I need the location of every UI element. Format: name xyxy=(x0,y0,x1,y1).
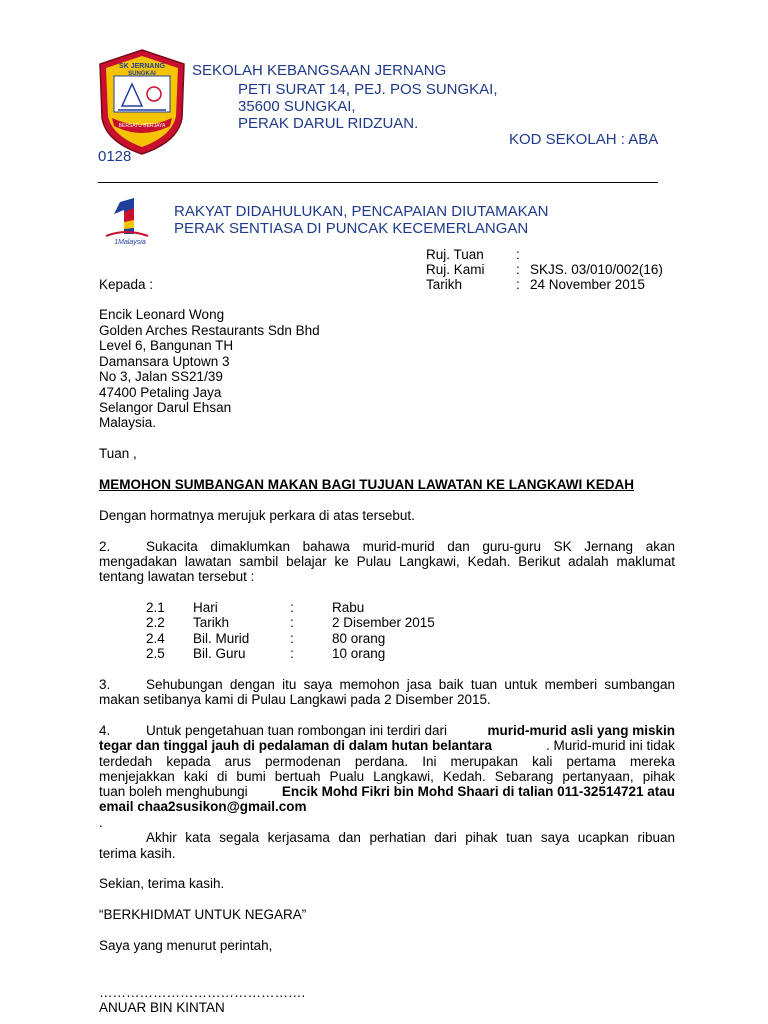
para4-line2-bold: tegar dan tinggal jauh di pedalaman di dalam hutan belantara xyxy=(99,738,493,753)
ref-colon-tarikh: : xyxy=(516,277,520,292)
detail-num: 2.1 xyxy=(146,600,165,615)
detail-label: Hari xyxy=(193,600,218,615)
detail-num: 2.2 xyxy=(146,615,165,630)
recipient-label: Kepada : xyxy=(99,277,154,292)
detail-colon: : xyxy=(290,646,294,661)
salutation: Tuan , xyxy=(99,446,137,461)
para4-line5-normal: tuan boleh menghubungi xyxy=(99,784,252,799)
recipient-line: 47400 Petaling Jaya xyxy=(99,385,222,400)
school-code-wrap: 0128 xyxy=(98,148,132,165)
detail-label: Bil. Murid xyxy=(193,631,250,646)
ref-value-ruj-kami: SKJS. 03/010/002(16) xyxy=(530,262,663,277)
para4-stray-dot: . xyxy=(99,815,103,830)
ref-label-ruj-tuan: Ruj. Tuan xyxy=(426,247,484,262)
para4-line2-normal: . Murid-murid ini tidak xyxy=(545,738,675,753)
closing-sign-off: Saya yang menurut perintah, xyxy=(99,938,273,953)
para4-contact-email: email chaa2susikon@gmail.com xyxy=(99,799,307,814)
para4-line-2 xyxy=(99,738,675,753)
detail-value: 10 orang xyxy=(332,646,386,661)
recipient-line: No 3, Jalan SS21/39 xyxy=(99,369,223,384)
detail-value: Rabu xyxy=(332,600,365,615)
slogan-line-1: RAKYAT DIDAHULUKAN, PENCAPAIAN DIUTAMAKAN xyxy=(174,203,549,220)
recipient-line: Level 6, Bangunan TH xyxy=(99,338,234,353)
closing-thanks: Sekian, terima kasih. xyxy=(99,876,225,891)
signatory-name: ANUAR BIN KINTAN xyxy=(99,1000,225,1015)
para4-line1-normal: Untuk pengetahuan tuan rombongan ini terdiri dari xyxy=(146,723,451,738)
para3-line: Sehubungan dengan itu saya memohon jasa baik tuan untuk memberi sumbangan xyxy=(146,677,675,692)
ref-colon-ruj-kami: : xyxy=(516,262,520,277)
detail-colon: : xyxy=(290,615,294,630)
para4-line-5 xyxy=(99,784,675,799)
recipient-line: Golden Arches Restaurants Sdn Bhd xyxy=(99,323,320,338)
school-name: SEKOLAH KEBANGSAAN JERNANG xyxy=(192,62,447,79)
detail-value: 80 orang xyxy=(332,631,386,646)
detail-colon: : xyxy=(290,600,294,615)
detail-num: 2.5 xyxy=(146,646,165,661)
letterhead-divider xyxy=(98,182,658,183)
recipient-line: Damansara Uptown 3 xyxy=(99,354,230,369)
ref-value-tarikh: 24 November 2015 xyxy=(530,277,645,292)
crest-motto: BERSATU BERJAYA xyxy=(118,123,166,129)
para2-line: tentang lawatan tersebut : xyxy=(99,569,255,584)
recipient-line: Encik Leonard Wong xyxy=(99,307,225,322)
detail-label: Bil. Guru xyxy=(193,646,246,661)
recipient-line: Malaysia. xyxy=(99,415,157,430)
ref-colon-ruj-tuan: : xyxy=(516,247,520,262)
school-code: KOD SEKOLAH : ABA xyxy=(509,131,659,148)
crest-text-mid: SUNGKAI xyxy=(128,71,156,77)
detail-label: Tarikh xyxy=(193,615,230,630)
slogan-line-2: PERAK SENTIASA DI PUNCAK KECEMERLANGAN xyxy=(174,220,529,237)
para4-line-1 xyxy=(146,723,675,738)
school-crest-logo xyxy=(98,48,186,156)
para5-line: terima kasih. xyxy=(99,846,176,861)
opening-sentence: Dengan hormatnya merujuk perkara di atas tersebut. xyxy=(99,508,415,523)
para2-line: mengadakan lawatan sambil belajar ke Pulau Langkawi, Kedah. Berikut adalah maklumat xyxy=(99,554,675,569)
para5-line: Akhir kata segala kerjasama dan perhatian dari pihak tuan saya ucapkan ribuan xyxy=(146,830,675,845)
school-address-line-1: PETI SURAT 14, PEJ. POS SUNGKAI, xyxy=(238,81,498,98)
para4-line-6 xyxy=(99,799,307,814)
subject-line: MEMOHON SUMBANGAN MAKAN BAGI TUJUAN LAWATAN KE LANGKAWI KEDAH xyxy=(99,477,634,492)
para2-number: 2. xyxy=(99,539,111,554)
detail-num: 2.4 xyxy=(146,631,165,646)
school-address-line-3: PERAK DARUL RIDZUAN. xyxy=(238,115,419,132)
ref-label-ruj-kami: Ruj. Kami xyxy=(426,262,485,277)
para4-number: 4. xyxy=(99,723,111,738)
detail-colon: : xyxy=(290,631,294,646)
recipient-line: Selangor Darul Ehsan xyxy=(99,400,232,415)
para4-line1-bold: murid-murid asli yang miskin xyxy=(487,723,675,738)
closing-motto: “BERKHIDMAT UNTUK NEGARA” xyxy=(99,907,307,922)
crest-text-top: SK JERNANG xyxy=(119,63,165,70)
para3-number: 3. xyxy=(99,677,111,692)
para2-line: Sukacita dimaklumkan bahawa murid-murid dan guru-guru SK Jernang akan xyxy=(146,539,675,554)
detail-value: 2 Disember 2015 xyxy=(332,615,435,630)
para4-line: terdedah kepada arus permodenan perdana. Ini merupakan kali pertama mereka xyxy=(99,754,675,769)
ref-label-tarikh: Tarikh xyxy=(426,277,463,292)
1malaysia-logo xyxy=(100,198,152,246)
para4-line5-bold: Encik Mohd Fikri bin Mohd Shaari di talian 011-32514721 atau xyxy=(281,784,675,799)
para4-line: menjejakkan kaki di bumi bertuah Pualu Langkawi, Kedah. Sebarang pertanyaan, pihak xyxy=(99,769,675,784)
para3-line: makan setibanya kami di Pulau Langkawi pada 2 Disember 2015. xyxy=(99,692,491,707)
1malaysia-caption: 1Malaysia xyxy=(114,239,146,246)
signature-line: ………………………………………. xyxy=(99,985,306,1000)
school-address-line-2: 35600 SUNGKAI, xyxy=(238,98,356,115)
